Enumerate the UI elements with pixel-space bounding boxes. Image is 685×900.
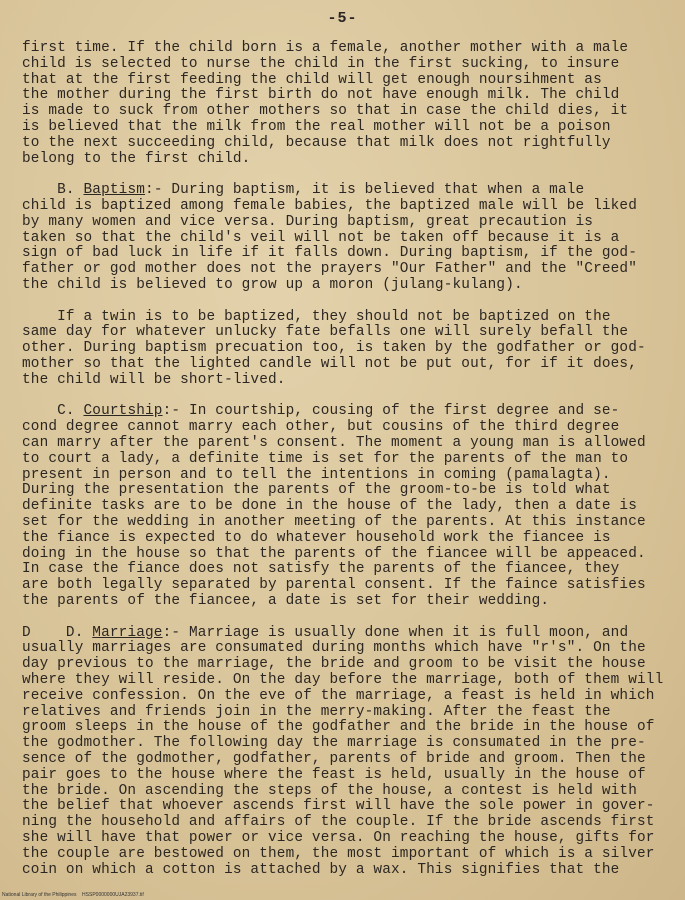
text-line: to the next succeeding child, because that milk does not rightfully xyxy=(22,134,611,151)
text-line: to court a lady, a definite time is set for the parents of the man to xyxy=(22,450,629,467)
text-line: is made to suck from other mothers so that in case the child dies, it xyxy=(22,103,629,120)
page-number: -5- xyxy=(327,10,358,27)
text-line: she will have that power or vice versa. On reaching the house, gifts for xyxy=(22,830,655,846)
archive-footer: National Library of the Philippines HSSP0000000UJA23937.tif xyxy=(2,892,144,898)
text-line: belong to the first child. xyxy=(22,150,251,167)
text-line: relatives and friends join in the merry-making. After the feast the xyxy=(22,703,611,720)
text-line: During the presentation the parents of the groom-to-be is told what xyxy=(22,482,611,499)
text-line: ning the household and affairs of the couple. If the bride ascends first xyxy=(22,814,655,831)
text-line: day previous to the marriage, the bride and groom to be visit the house xyxy=(22,656,646,673)
text-line: father or god mother does not the prayers "Our Father" and the "Creed" xyxy=(22,261,638,278)
text-line: groom sleeps in the house of the godfather and the bride in the house of xyxy=(22,719,655,736)
text-line: C. Courtship:- In courtship, cousing of the first degree and se- xyxy=(22,403,620,420)
text-line: the mother during the first birth do not have enough milk. The child xyxy=(22,87,620,104)
text-line: sign of bad luck in life if it falls down. During baptism, if the god- xyxy=(22,245,638,262)
text-line: the child is believed to grow up a moron (julang-kulang). xyxy=(22,277,523,293)
text-line: sence of the godmother, godfather, parents of bride and groom. Then the xyxy=(22,751,646,767)
text-line: is believed that the milk from the real mother will not be a poison xyxy=(22,119,611,135)
text-line: coin on which a cotton is attached by a wax. This signifies that the xyxy=(22,861,620,878)
text-line: the child will be short-lived. xyxy=(22,371,286,388)
text-line: the parents of the fiancee, a date is set for their wedding. xyxy=(22,593,550,609)
text-line: taken so that the child's veil will not be taken off because it is a xyxy=(22,229,620,246)
text-line: other. During baptism precuation too, is taken by the godfather or god- xyxy=(22,340,646,357)
text-line: cond degree cannot marry each other, but cousins of the third degree xyxy=(22,419,620,436)
text-line: present in person and to tell the intentions in coming (pamalagta). xyxy=(22,466,611,483)
text-line: child is baptized among female babies, the baptized male will be liked xyxy=(22,198,638,214)
text-line: In case the fiance does not satisfy the parents of the fiancee, they xyxy=(22,561,620,578)
text-line: the belief that whoever ascends first will have the sole power in gover- xyxy=(22,798,655,815)
text-line: that at the first feeding the child will get enough noursihment as xyxy=(22,71,602,88)
text-line: the godmother. The following day the marriage is consumated in the pre- xyxy=(22,735,646,752)
text-line: the fiance is expected to do whatever household work the fiancee is xyxy=(22,529,611,546)
text-line: the bride. On ascending the steps of the house, a contest is held with xyxy=(22,782,638,799)
text-line: the couple are bestowed on them, the most important of which is a silver xyxy=(22,845,655,862)
text-line: doing in the house so that the parents of the fiancee will be appeaced. xyxy=(22,545,646,562)
text-line: first time. If the child born is a female, another mother with a male xyxy=(22,40,629,56)
text-line: receive confession. On the eve of the marriage, a feast is held in which xyxy=(22,687,655,704)
text-line: are both legally separated by parental consent. If the faince satisfies xyxy=(22,577,646,594)
text-line: by many women and vice versa. During baptism, great precaution is xyxy=(22,213,594,230)
text-line: usually marriages are consumated during months which have "r's". On the xyxy=(22,640,646,657)
text-line: B. Baptism:- During baptism, it is believed that when a male xyxy=(22,182,585,199)
text-line: child is selected to nurse the child in the first sucking, to insure xyxy=(22,55,620,72)
text-line: pair goes to the house where the feast is held, usually in the house of xyxy=(22,766,646,783)
text-line: definite tasks are to be done in the house of the lady, then a date is xyxy=(22,498,638,515)
text-line: same day for whatever unlucky fate befalls one will surely befall the xyxy=(22,324,629,341)
text-line: D D. Marriage:- Marriage is usually done when it is full moon, and xyxy=(22,624,629,641)
text-line: mother so that the lighted candle will not be put out, for if it does, xyxy=(22,356,638,372)
text-line: where they will reside. On the day before the marriage, both of them will xyxy=(22,672,664,688)
text-line: If a twin is to be baptized, they should not be baptized on the xyxy=(22,308,611,325)
text-line: can marry after the parent's consent. The moment a young man is allowed xyxy=(22,435,646,451)
text-line: set for the wedding in another meeting of the parents. At this instance xyxy=(22,514,646,530)
